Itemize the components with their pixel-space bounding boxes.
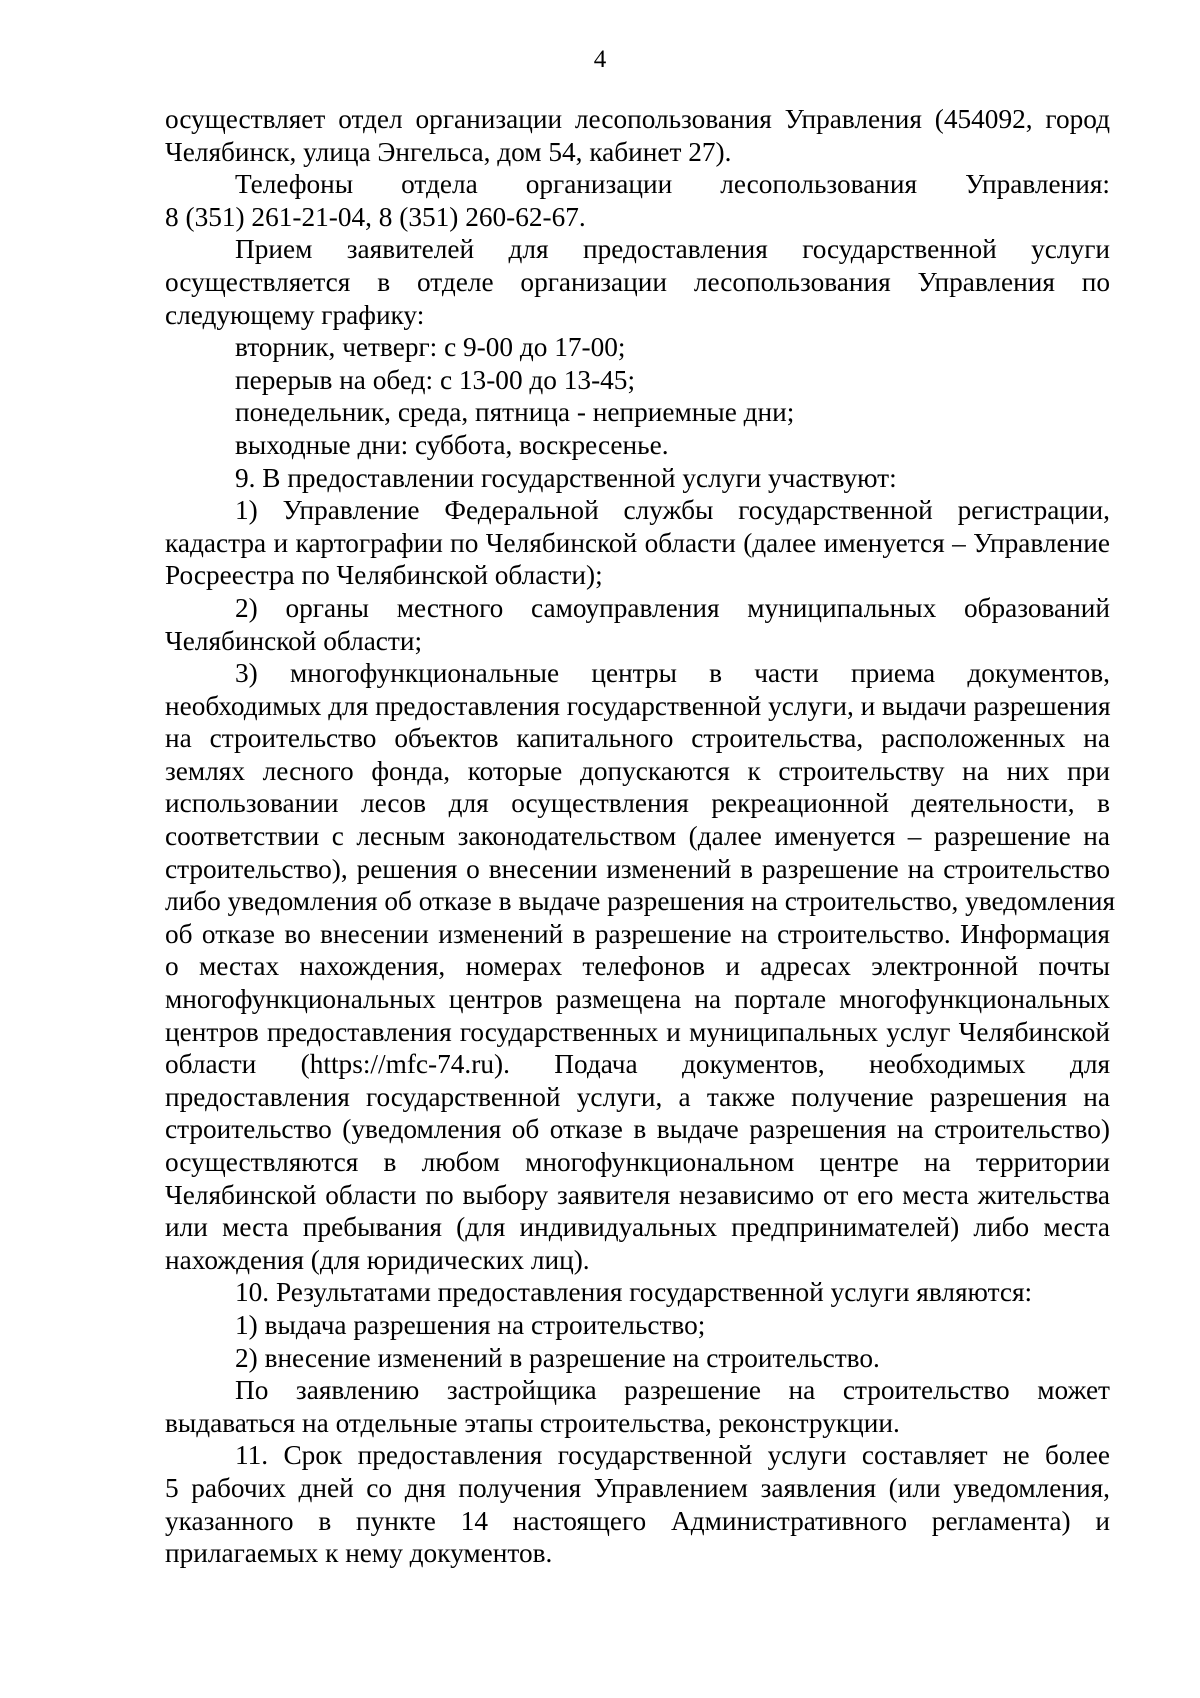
text-line: Прием заявителей для предоставления государственной услуги [235,234,1110,265]
text-line: нахождения (для юридических лиц). [165,1244,590,1275]
text-line: либо уведомления об отказе в выдаче разрешения на строительство, уведомления [165,886,1116,917]
text-line: указанного в пункте 14 настоящего Административного регламента) и [165,1505,1110,1536]
text-line: 1) Управление Федеральной службы государственной регистрации, [235,495,1110,526]
text-line: Челябинской области; [165,625,423,656]
text-line: 2) органы местного самоуправления муниципальных образований [235,592,1110,623]
text-line: следующему графику: [165,299,425,330]
text-line: осуществляет отдел организации лесопользования Управления (454092, город [165,104,1110,134]
text-line: Телефоны отдела организации лесопользования Управления: [235,169,1110,200]
section-9-item-3 [165,657,1116,1276]
text-line: землях лесного фонда, которые допускаются к строительству на них при [165,755,1110,786]
section-10-item-1: 1) выдача разрешения на строительство; [235,1309,706,1340]
text-line: о местах нахождения, номерах телефонов и адресах электронной почты [165,951,1110,982]
text-line: прилагаемых к нему документов. [165,1538,553,1569]
section-9-item-1 [165,494,1110,592]
schedule-item: понедельник, среда, пятница - неприемные дни; [235,397,795,428]
text-line: Росреестра по Челябинской области); [165,560,603,591]
schedule-item: выходные дни: суббота, воскресенье. [235,429,669,460]
text-line: многофункциональных центров размещена на портале многофункциональных [165,984,1110,1015]
schedule-item: вторник, четверг: с 9-00 до 17-00; [235,332,626,363]
text-line: об отказе во внесении изменений в разрешение на строительство. Информация [165,918,1110,949]
section-11 [165,1439,1110,1569]
text-line: области (https://mfc-74.ru). Подача документов, необходимых для [165,1049,1110,1080]
section-10-item-2: 2) внесение изменений в разрешение на строительство. [235,1342,880,1373]
text-line: кадастра и картографии по Челябинской области (далее именуется – Управление [165,527,1110,558]
section-10-heading: 10. Результатами предоставления государственной услуги являются: [235,1277,1033,1308]
paragraph-phones [165,168,1110,233]
section-9-heading: 9. В предоставлении государственной услуги участвуют: [235,462,897,493]
text-line: необходимых для предоставления государственной услуги, и выдачи разрешения [165,690,1111,721]
document-body [165,103,1116,1570]
text-line: соответствии с лесным законодательством (далее именуется – разрешение на [165,821,1110,852]
section-9-item-2 [165,592,1110,657]
text-line: на строительство объектов капитального строительства, расположенных на [165,723,1110,754]
text-line: 11. Срок предоставления государственной услуги составляет не более [235,1440,1110,1471]
text-line: Челябинск, улица Энгельса, дом 54, кабинет 27). [165,136,732,167]
text-line: 5 рабочих дней со дня получения Управлением заявления (или уведомления, [165,1472,1110,1503]
text-line: осуществляются в любом многофункциональном центре на территории [165,1147,1110,1177]
text-line: предоставления государственной услуги, а также получение разрешения на [165,1081,1110,1112]
text-line: строительство (уведомления об отказе в выдаче разрешения на строительство) [165,1114,1110,1145]
text-line: осуществляется в отделе организации лесопользования Управления по [165,266,1110,297]
text-line: 8 (351) 261-21-04, 8 (351) 260-62-67. [165,201,586,232]
text-line: По заявлению застройщика разрешение на строительство может [235,1375,1110,1406]
text-line: центров предоставления государственных и муниципальных услуг Челябинской [165,1016,1110,1047]
paragraph-office-address [165,103,1110,168]
text-line: Челябинской области по выбору заявителя независимо от его места жительства [165,1179,1110,1210]
schedule-list [165,331,1110,461]
text-line: или места пребывания (для индивидуальных предпринимателей) либо места [165,1212,1110,1243]
schedule-item: перерыв на обед: с 13-00 до 13-45; [235,364,636,395]
text-line: 3) многофункциональные центры в части приема документов, [235,658,1110,689]
paragraph-reception [165,233,1110,331]
text-line: выдаваться на отдельные этапы строительства, реконструкции. [165,1407,900,1438]
text-line: использовании лесов для осуществления рекреационной деятельности, в [165,788,1110,819]
text-line: строительство), решения о внесении изменений в разрешение на строительство [165,853,1110,884]
section-10-note [165,1374,1110,1439]
page-number: 4 [593,46,607,73]
